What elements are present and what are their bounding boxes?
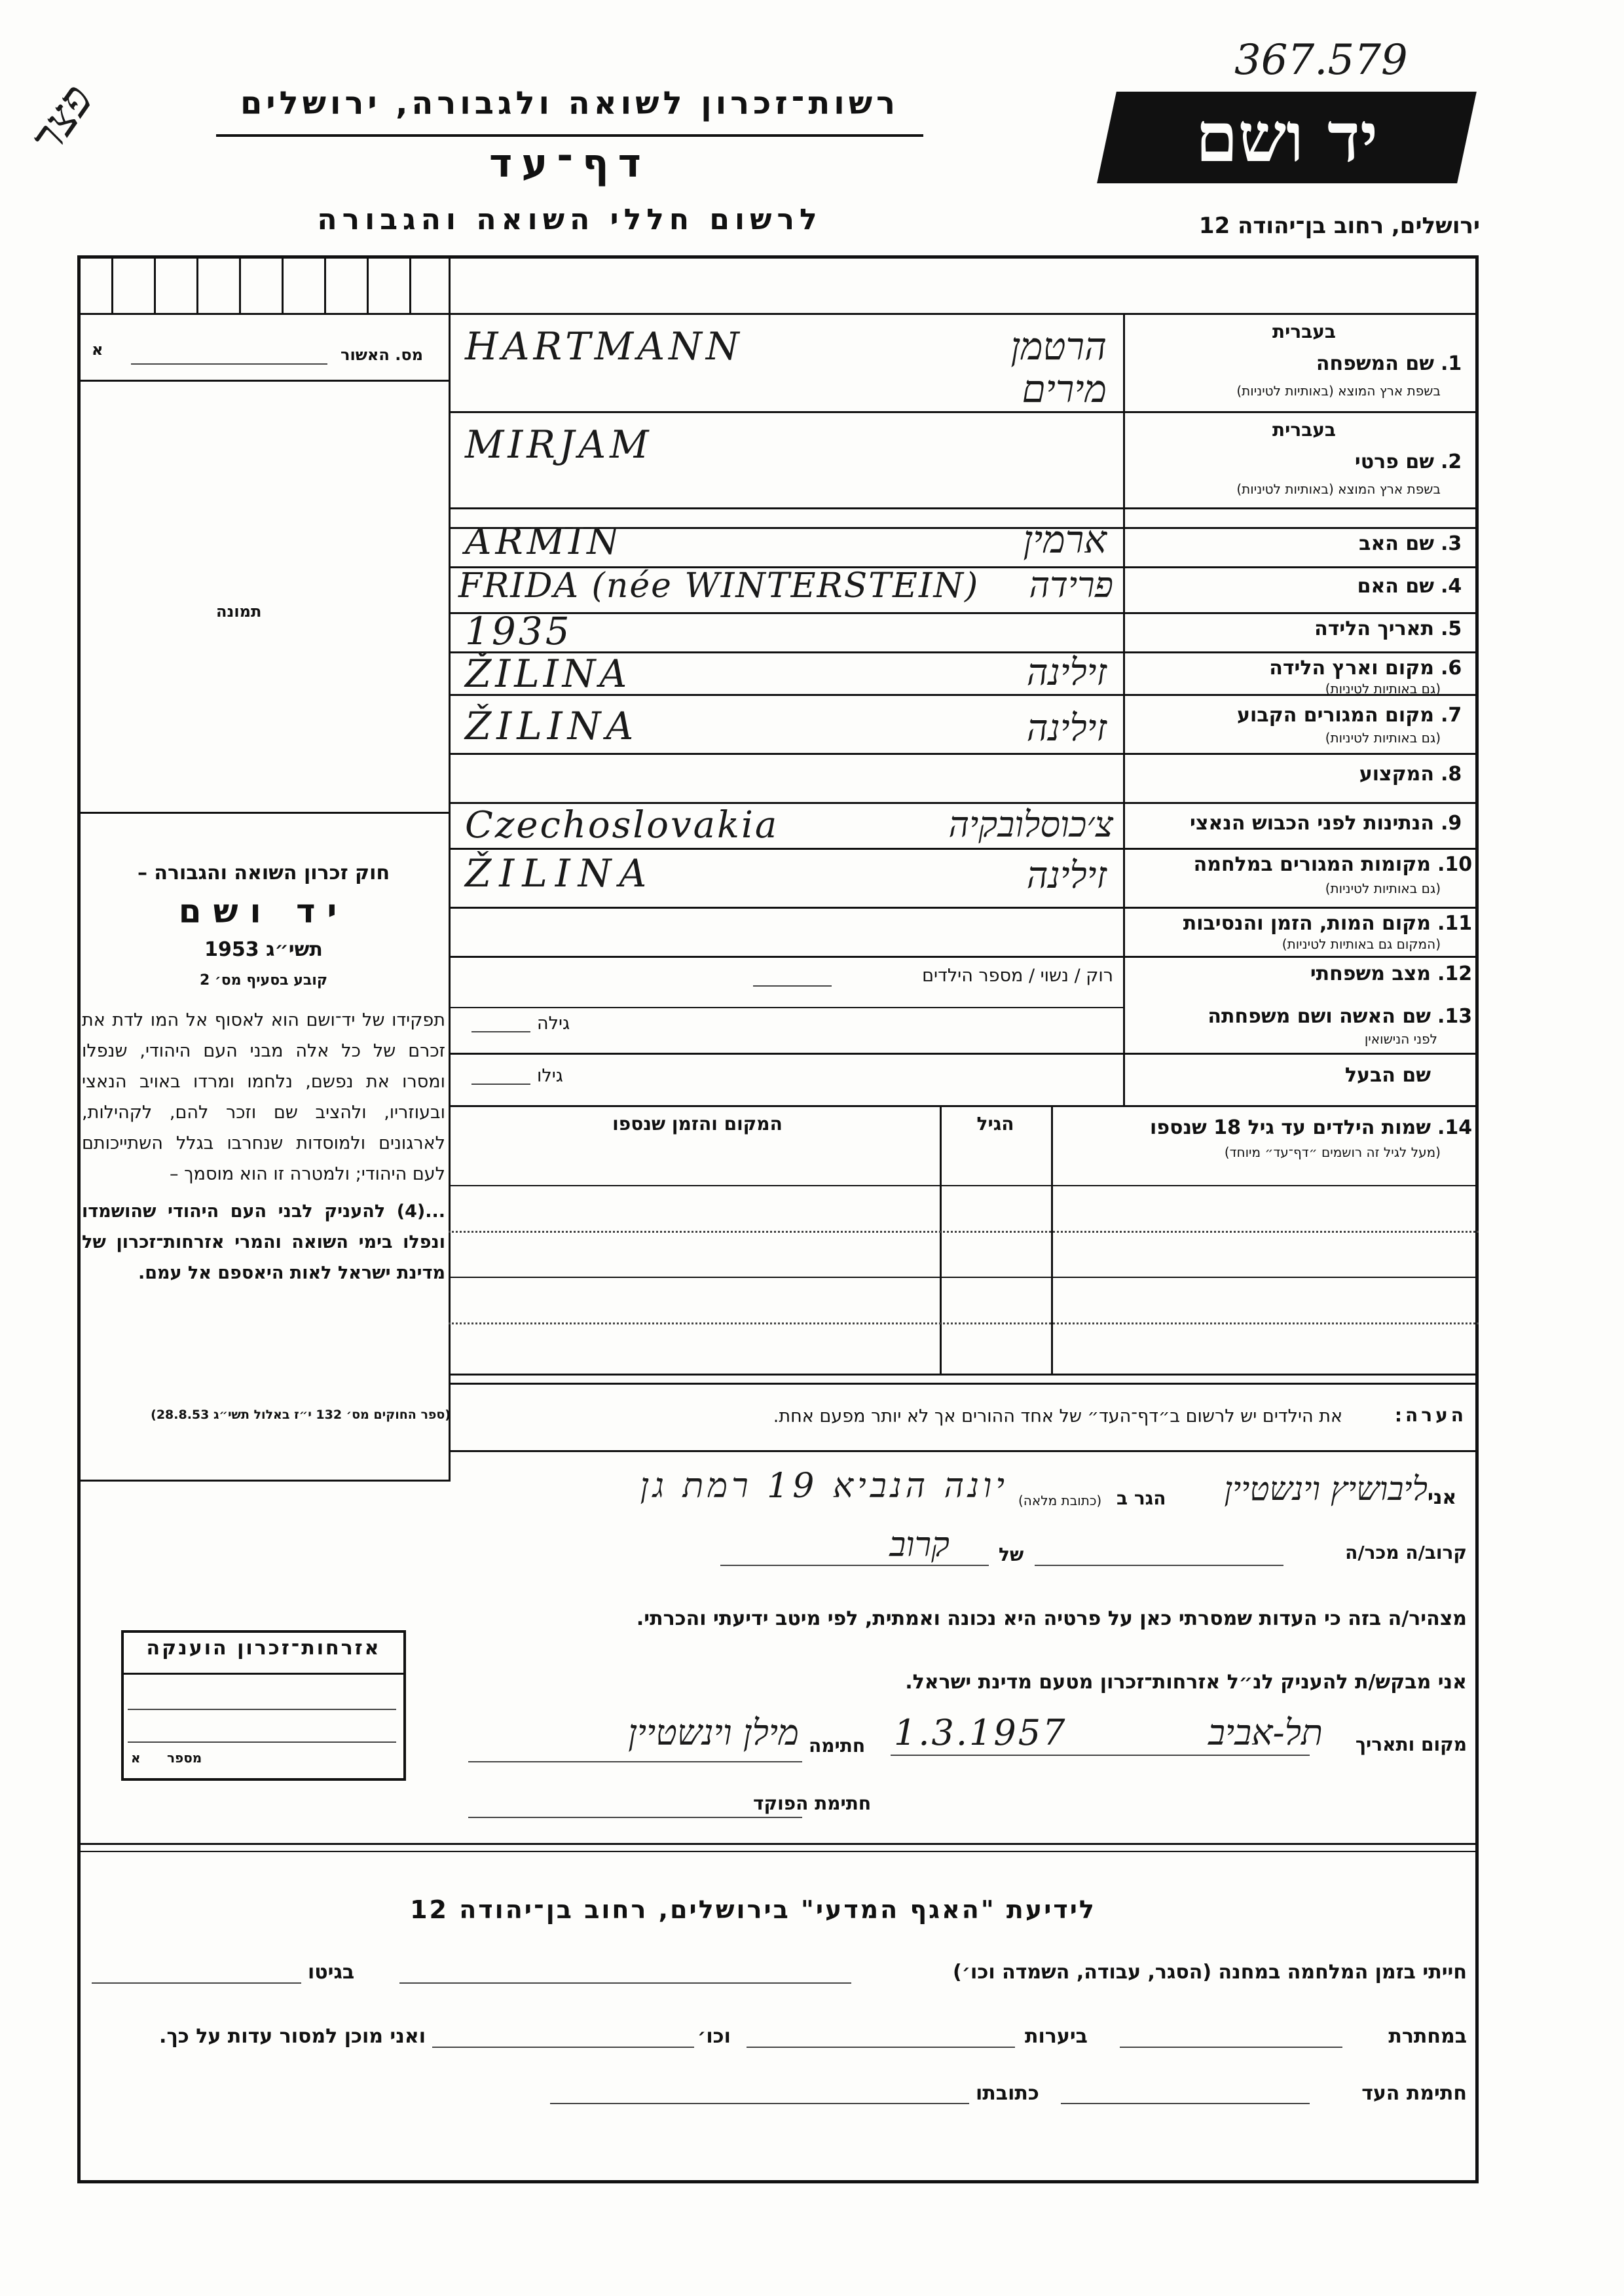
field-8-label: המקצוע — [1359, 763, 1434, 786]
field-7-number: 7. — [1441, 704, 1462, 727]
field-1-label: שם המשפחה — [1316, 352, 1434, 375]
field-13-label: שם האשה ושם משפחתה — [1208, 1005, 1431, 1028]
relation-label: קרוב/ה מכר/ה — [1345, 1542, 1467, 1563]
field-8-number: 8. — [1441, 763, 1462, 786]
field-10-number: 10. — [1437, 853, 1473, 876]
etc-label: וכו׳ — [697, 2025, 731, 2048]
children-age-header: הגיל — [976, 1113, 1014, 1135]
law-reference: (ספר החוקים מס׳ 132 י״ז באלול תשי״ג 28.8.53) — [151, 1408, 451, 1422]
field-11-label: מקום המות, הזמן והנסיבות — [1183, 912, 1431, 935]
signature-value[interactable]: מילן וינשטיין — [628, 1712, 799, 1753]
field-2-label: שם פרטי — [1354, 450, 1434, 473]
header-address: ירושלים, רחוב בן־יהודה 12 — [1198, 213, 1480, 239]
field-9-hebrew-value[interactable]: צ׳כוסלובקיה — [948, 804, 1113, 845]
logo-text: יד ושם — [1195, 97, 1378, 177]
relation-value[interactable]: קרוב — [889, 1525, 950, 1565]
field-7-sub: (גם באותיות לטיניות) — [1325, 730, 1441, 746]
photo-column-divider — [449, 255, 451, 1480]
citizenship-number-suffix: א — [131, 1750, 141, 1766]
field-9-latin-value[interactable]: Czechoslovakia — [465, 804, 779, 847]
field-9-number: 9. — [1441, 812, 1462, 835]
law-block — [82, 858, 445, 1288]
declarant-name[interactable]: ליבושיץ וינשטיין — [1224, 1470, 1428, 1508]
field-11-sub: (המקום גם באותיות לטיניות) — [1282, 936, 1441, 952]
photo-placeholder: תמונה — [216, 602, 262, 621]
field-5-label: תאריך הלידה — [1314, 617, 1434, 640]
wife-age-label: גילה — [537, 1013, 570, 1034]
declarant-i-label: אני — [1428, 1486, 1457, 1509]
field-7-label: מקום המגורים הקבוע — [1237, 704, 1434, 727]
declarant-address[interactable]: יונה הנביא 19 רמת גן — [640, 1467, 1008, 1506]
citizenship-title: אזרחות־זכרון הוענקה — [146, 1637, 381, 1660]
husband-label: שם הבעל — [1344, 1064, 1431, 1087]
label-column-divider — [1123, 313, 1125, 1105]
husband-age-label: גילו — [537, 1066, 563, 1086]
of-label: של — [999, 1544, 1024, 1565]
date-value[interactable]: 1.3.1957 — [894, 1712, 1067, 1753]
lives-at-label: הגר ב — [1116, 1487, 1166, 1509]
field-9-label: הנתינות לפני הכבוש הנאצי — [1190, 812, 1434, 835]
field-5-number: 5. — [1441, 617, 1462, 640]
declaration-statement: מצהיר/ה בזה כי העדות שמסרתי כאן על פרטיה היא נכונה ואמתית, לפי מיטב ידיעתי והכרתי. — [636, 1607, 1467, 1630]
title-underline — [216, 134, 923, 137]
form-title: דף־עד — [489, 141, 650, 187]
scientific-dept-title: לידיעת "האגף המדעי" בירושלים, רחוב בן־יהודה 12 — [410, 1895, 1096, 1924]
witness-signature-label: חתימת העד — [1361, 2082, 1467, 2105]
children-sub: (מעל לגיל זה רושמים ״דף־עד״ מיוחד) — [1224, 1144, 1441, 1160]
field-3-hebrew-value[interactable]: ארמין — [1023, 517, 1107, 562]
margin-annotation: פצר — [18, 74, 103, 163]
forests-label: ביערות — [1025, 2025, 1088, 2048]
field-11-number: 11. — [1437, 912, 1473, 935]
law-text-2: ...(4) להעניק לבני העם היהודי שהושמדו ונפלו בימי השואה והמרי אזרחות־זכרון של מדינת ישראל לאות היאספם אל עמם. — [82, 1201, 445, 1283]
children-place-header: המקום והזמן שנספו — [612, 1113, 783, 1135]
field-2-hebrew-tag: בעברית — [1272, 419, 1336, 441]
children-number: 14. — [1437, 1116, 1473, 1139]
field-13-number: 13. — [1437, 1005, 1473, 1028]
field-3-latin-value[interactable]: ARMIN — [465, 520, 623, 563]
underground-label: במחתרת — [1388, 2025, 1467, 2048]
approval-suffix: א — [92, 340, 103, 359]
place-date-label: מקום ותאריך — [1355, 1734, 1467, 1755]
approval-number-label: מס. האשור — [341, 346, 423, 364]
field-2-number: 2. — [1441, 450, 1462, 473]
field-1-hebrew-tag: בעברית — [1272, 321, 1336, 342]
field-6-latin-value[interactable]: ŽILINA — [465, 651, 631, 696]
law-title: חוק זכרון השואה והגבורה – — [137, 862, 390, 884]
law-year: תשי״ג 1953 — [204, 938, 323, 961]
form-subtitle: לרשום חללי השואה והגבורה — [317, 203, 822, 236]
field-3-number: 3. — [1441, 532, 1462, 555]
field-2-hebrew-value[interactable]: מירים — [1022, 367, 1107, 411]
field-5-latin-value[interactable]: 1935 — [465, 609, 572, 653]
field-6-number: 6. — [1441, 657, 1462, 680]
field-1-number: 1. — [1441, 352, 1462, 375]
citizenship-number-label: מספר — [167, 1750, 202, 1766]
law-clause: קובע בסעיף מס׳ 2 — [199, 972, 328, 989]
field-10-label: מקומות המגורים במלחמה — [1193, 853, 1431, 876]
official-signature-label: חתימת הפוקד — [753, 1793, 872, 1814]
field-6-hebrew-value[interactable]: זילינה — [1026, 651, 1107, 694]
field-6-sub: (גם באותיות לטיניות) — [1325, 681, 1441, 697]
field-7-latin-value[interactable]: ŽILINA — [465, 704, 639, 748]
field-3-label: שם האב — [1359, 532, 1434, 555]
note-text: את הילדים יש לרשום ב״דף־העד״ של אחד ההורים אך לא יותר מפעם אחת. — [773, 1406, 1342, 1427]
field-10-hebrew-value[interactable]: זילינה — [1026, 854, 1107, 897]
signature-label: חתימה — [809, 1735, 866, 1757]
field-1-latin-value[interactable]: HARTMANN — [465, 324, 743, 369]
field-12-number: 12. — [1437, 962, 1473, 985]
field-7-hebrew-value[interactable]: זילינה — [1026, 707, 1107, 750]
field-2-latin-value[interactable]: MIRJAM — [465, 422, 653, 467]
field-4-latin-value[interactable]: FRIDA (née WINTERSTEIN) — [458, 566, 980, 606]
note-label: הערה: — [1394, 1404, 1467, 1426]
field-6-label: מקום וארץ הלידה — [1269, 657, 1434, 680]
witness-address-label: כתובתו — [976, 2082, 1039, 2105]
testimony-label: ואני מוכן למסור עדות על כך. — [159, 2025, 426, 2048]
field-4-number: 4. — [1441, 575, 1462, 598]
field-1-hebrew-value[interactable]: הרטמן — [1010, 324, 1107, 369]
address-hint: (כתובת מלאה) — [1018, 1493, 1102, 1508]
place-value[interactable]: תל-אביב — [1208, 1712, 1323, 1753]
children-label: שמות הילדים עד גיל 18 שנספו — [1150, 1116, 1431, 1139]
law-name: יד ושם — [178, 892, 349, 930]
field-4-hebrew-value[interactable]: פרידה — [1029, 564, 1113, 606]
authority-title: רשות־זכרון לשואה ולגבורה, ירושלים — [240, 85, 900, 122]
archive-stamp-number: 367.579 — [1234, 36, 1408, 84]
field-10-sub: (גם באותיות לטיניות) — [1325, 881, 1441, 896]
field-1-sub: בשפת ארץ המוצא (באותיות לטיניות) — [1236, 383, 1441, 399]
marital-status-options: רוק / נשוי / מספר הילדים — [922, 966, 1113, 986]
camp-line-label: חייתי בזמן המלחמה במחנה (הסגר, עבודה, השמדה וכו׳) — [953, 1961, 1467, 1984]
top-strip-line — [77, 313, 1479, 315]
ghetto-label: בגיטו — [308, 1961, 355, 1984]
field-12-label: מצב משפחתי — [1310, 962, 1431, 985]
field-10-latin-value[interactable]: ŽILINA — [465, 851, 655, 896]
law-text-1: תפקידו של יד־ושם הוא לאסוף אל המו לדת את זכרם של כל אלה מבני העם היהודי, שנפלו ומסרו את נפשם, נלחמו ומרדו באויב הנאצי ובעוזריו, ולהציב שם וזכר להם, לקהילות, לארגונים ולמוסדות שנחרבו בגלל השתייכותם לעם היהודי; ולמטרה זו הוא מוסמך – — [82, 1010, 445, 1184]
field-13-sub: לפני הנישואין — [1364, 1031, 1437, 1047]
field-2-sub: בשפת ארץ המוצא (באותיות לטיניות) — [1236, 481, 1441, 497]
declaration-request: אני מבקש/ת להעניק לנ״ל אזרחות־זכרון מטעם מדינת ישראל. — [905, 1671, 1467, 1694]
field-4-label: שם האם — [1357, 575, 1434, 598]
